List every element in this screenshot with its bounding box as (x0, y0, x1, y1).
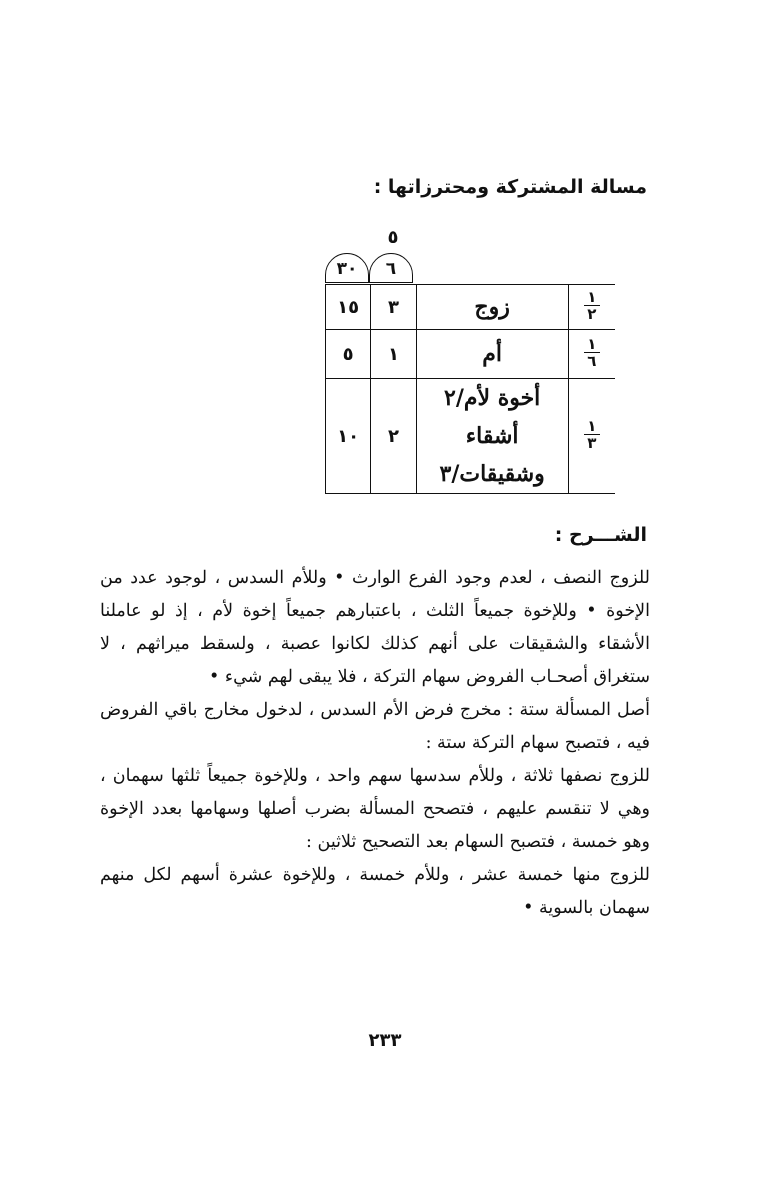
table-row (326, 379, 616, 494)
paragraph: للزوج منها خمسة عشر ، وللأم خمسة ، وللإخوة عشرة أسهم لكل منهم سهمان بالسوية • (100, 865, 650, 918)
column-head-30: ٣٠ (325, 253, 369, 283)
column-head-6: ٦ (369, 253, 413, 283)
cell-fraction (568, 330, 615, 379)
fraction-numerator: ١ (587, 417, 597, 435)
heir-name: أم (482, 341, 503, 367)
table-top-number: ٥ (387, 227, 399, 248)
cell-heir (416, 330, 568, 379)
page-heading: مسالة المشتركة ومحترزاتها : (373, 176, 647, 198)
paragraph: للزوج النصف ، لعدم وجود الفرع الوارث • وللأم السدس ، لوجود عدد من الإخوة • وللإخوة جميعاً الثلث ، باعتبارهم جميعاً إخوة لأم ، إذ لو عاملنا الأشقاء والشقيقات على أنهم كذلك لكانوا عصبة ، ولسقط ميراثهم ، لا ستغراق أصحـاب الفروض سهام التركة ، فلا يبقى لهم شيء • (100, 568, 650, 687)
fraction-denominator: ٣ (587, 434, 597, 452)
cell-fraction (568, 285, 615, 330)
table-row (326, 285, 616, 330)
cell-col30: ٥ (326, 330, 371, 379)
page-number: ٢٣٣ (368, 1030, 402, 1051)
cell-heir (416, 379, 568, 494)
cell-col6: ٣ (371, 285, 416, 330)
table-row (326, 330, 616, 379)
cell-col6: ١ (371, 330, 416, 379)
fraction-numerator: ١ (587, 288, 597, 306)
cell-col30: ١٠ (326, 379, 371, 494)
section-title: الشـــرح : (554, 524, 647, 546)
fraction-numerator: ١ (587, 335, 597, 353)
heir-name: أشقاء وشقيقات/٣ (439, 423, 545, 487)
explanation-body (100, 562, 650, 925)
fraction-denominator: ٦ (587, 352, 597, 370)
cell-col6: ٢ (371, 379, 416, 494)
inheritance-table (325, 284, 615, 494)
paragraph: أصل المسألة ستة : مخرج فرض الأم السدس ، لدخول مخارج باقي الفروض فيه ، فتصبح سهام التركة ستة : (100, 700, 650, 753)
cell-fraction (568, 379, 615, 494)
cell-heir (416, 285, 568, 330)
fraction-denominator: ٢ (587, 305, 597, 323)
heir-name: أخوة لأم/٢ (444, 385, 541, 411)
paragraph: للزوج نصفها ثلاثة ، وللأم سدسها سهم واحد ، وللإخوة جميعاً ثلثها سهمان ، وهي لا تنقسم عليهم ، فتصحح المسألة بضرب أصلها وسهامها بعدد الإخوة وهو خمسة ، فتصبح السهام بعد التصحيح ثلاثين : (100, 766, 650, 852)
fraction (584, 337, 600, 368)
fraction (584, 290, 600, 321)
cell-col30: ١٥ (326, 285, 371, 330)
heir-name: زوج (474, 294, 510, 320)
fraction (584, 419, 600, 450)
